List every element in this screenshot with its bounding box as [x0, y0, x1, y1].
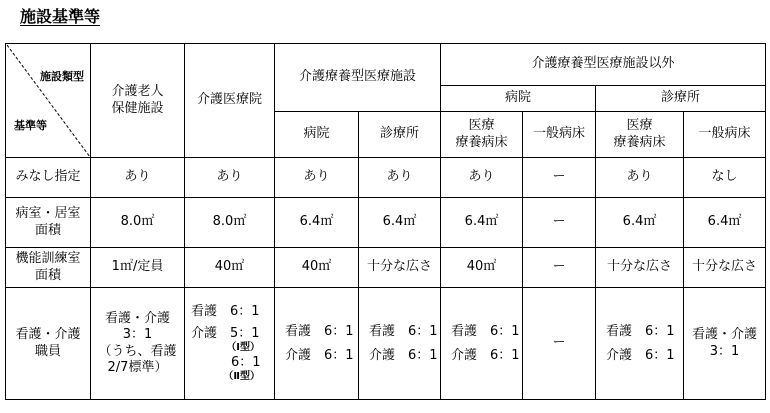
header-ryoyo: 介護療養型医療施設 — [275, 44, 441, 112]
type-2-label: （Ⅱ型） — [223, 370, 260, 382]
header-ryoyo-byoin: 病院 — [275, 112, 359, 158]
table-cell: あり — [275, 158, 359, 198]
table-cell: 8.0㎡ — [185, 198, 275, 248]
table-cell: 6.4㎡ — [441, 198, 523, 248]
row-label: 機能訓練室 面積 — [6, 248, 91, 288]
table-cell: 6.4㎡ — [684, 198, 766, 248]
header-igai: 介護療養型医療施設以外 — [441, 44, 766, 86]
table-row — [6, 248, 766, 288]
header-ryoyo-shinryo: 診療所 — [359, 112, 441, 158]
facility-standards-table — [5, 43, 766, 400]
staff-line: 看護 6：1 — [191, 303, 260, 319]
table-cell: あり — [91, 158, 185, 198]
header-shinryo-iryo: 医療 療養病床 — [596, 112, 684, 158]
table-cell: 看護 6：1 介護 6：1 — [596, 288, 684, 400]
corner-header-cell — [6, 44, 91, 158]
table-cell: 看護・介護 3：1 — [684, 288, 766, 400]
table-row — [6, 198, 766, 248]
table-cell: 40㎡ — [185, 248, 275, 288]
table-row — [6, 158, 766, 198]
table-cell: あり — [596, 158, 684, 198]
table-cell: 看護・介護 3：1 （うち、看護 2/7標準） — [91, 288, 185, 400]
table-cell: ー — [523, 158, 596, 198]
table-cell: 看護 6：1 介護 6：1 — [359, 288, 441, 400]
table-cell: 看護 6：1 介護 6：1 — [275, 288, 359, 400]
table-cell: 十分な広さ — [596, 248, 684, 288]
table-cell: 6.4㎡ — [275, 198, 359, 248]
table-cell: 看護 6：1 介護 6：1 — [441, 288, 523, 400]
header-shinryo-ippan: 一般病床 — [684, 112, 766, 158]
corner-standards-label: 基準等 — [14, 119, 47, 132]
staff-line: 介護 5：1 — [191, 325, 260, 341]
table-cell: 十分な広さ — [684, 248, 766, 288]
header-rokenn: 介護老人 保健施設 — [91, 44, 185, 158]
table-cell: 十分な広さ — [359, 248, 441, 288]
table-cell: ー — [523, 248, 596, 288]
table-cell: あり — [185, 158, 275, 198]
header-igai-shinryo: 診療所 — [596, 86, 766, 112]
row-label: 看護・介護 職員 — [6, 288, 91, 400]
table-cell: 6.4㎡ — [359, 198, 441, 248]
header-iryoin: 介護医療院 — [185, 44, 275, 158]
page-title: 施設基準等 — [20, 7, 101, 26]
header-igai-byoin: 病院 — [441, 86, 596, 112]
header-byoin-ippan: 一般病床 — [523, 112, 596, 158]
table-cell: 40㎡ — [275, 248, 359, 288]
type-1-label: （Ⅰ型） — [226, 342, 260, 354]
table-row — [6, 288, 766, 400]
row-label: みなし指定 — [6, 158, 91, 198]
header-byoin-iryo: 医療 療養病床 — [441, 112, 523, 158]
table-cell: 6.4㎡ — [596, 198, 684, 248]
corner-facility-type-label: 施設類型 — [40, 70, 84, 83]
table-cell: なし — [684, 158, 766, 198]
row-label: 病室・居室 面積 — [6, 198, 91, 248]
table-cell: あり — [441, 158, 523, 198]
table-cell: ー — [523, 288, 596, 400]
staff-line: 6：1 — [231, 354, 261, 370]
staffing-iryoin-cell — [185, 288, 275, 400]
table-cell: 8.0㎡ — [91, 198, 185, 248]
table-cell: 40㎡ — [441, 248, 523, 288]
table-cell: あり — [359, 158, 441, 198]
diagonal-divider — [6, 44, 91, 158]
table-cell: ー — [523, 198, 596, 248]
table-cell: 1㎡/定員 — [91, 248, 185, 288]
